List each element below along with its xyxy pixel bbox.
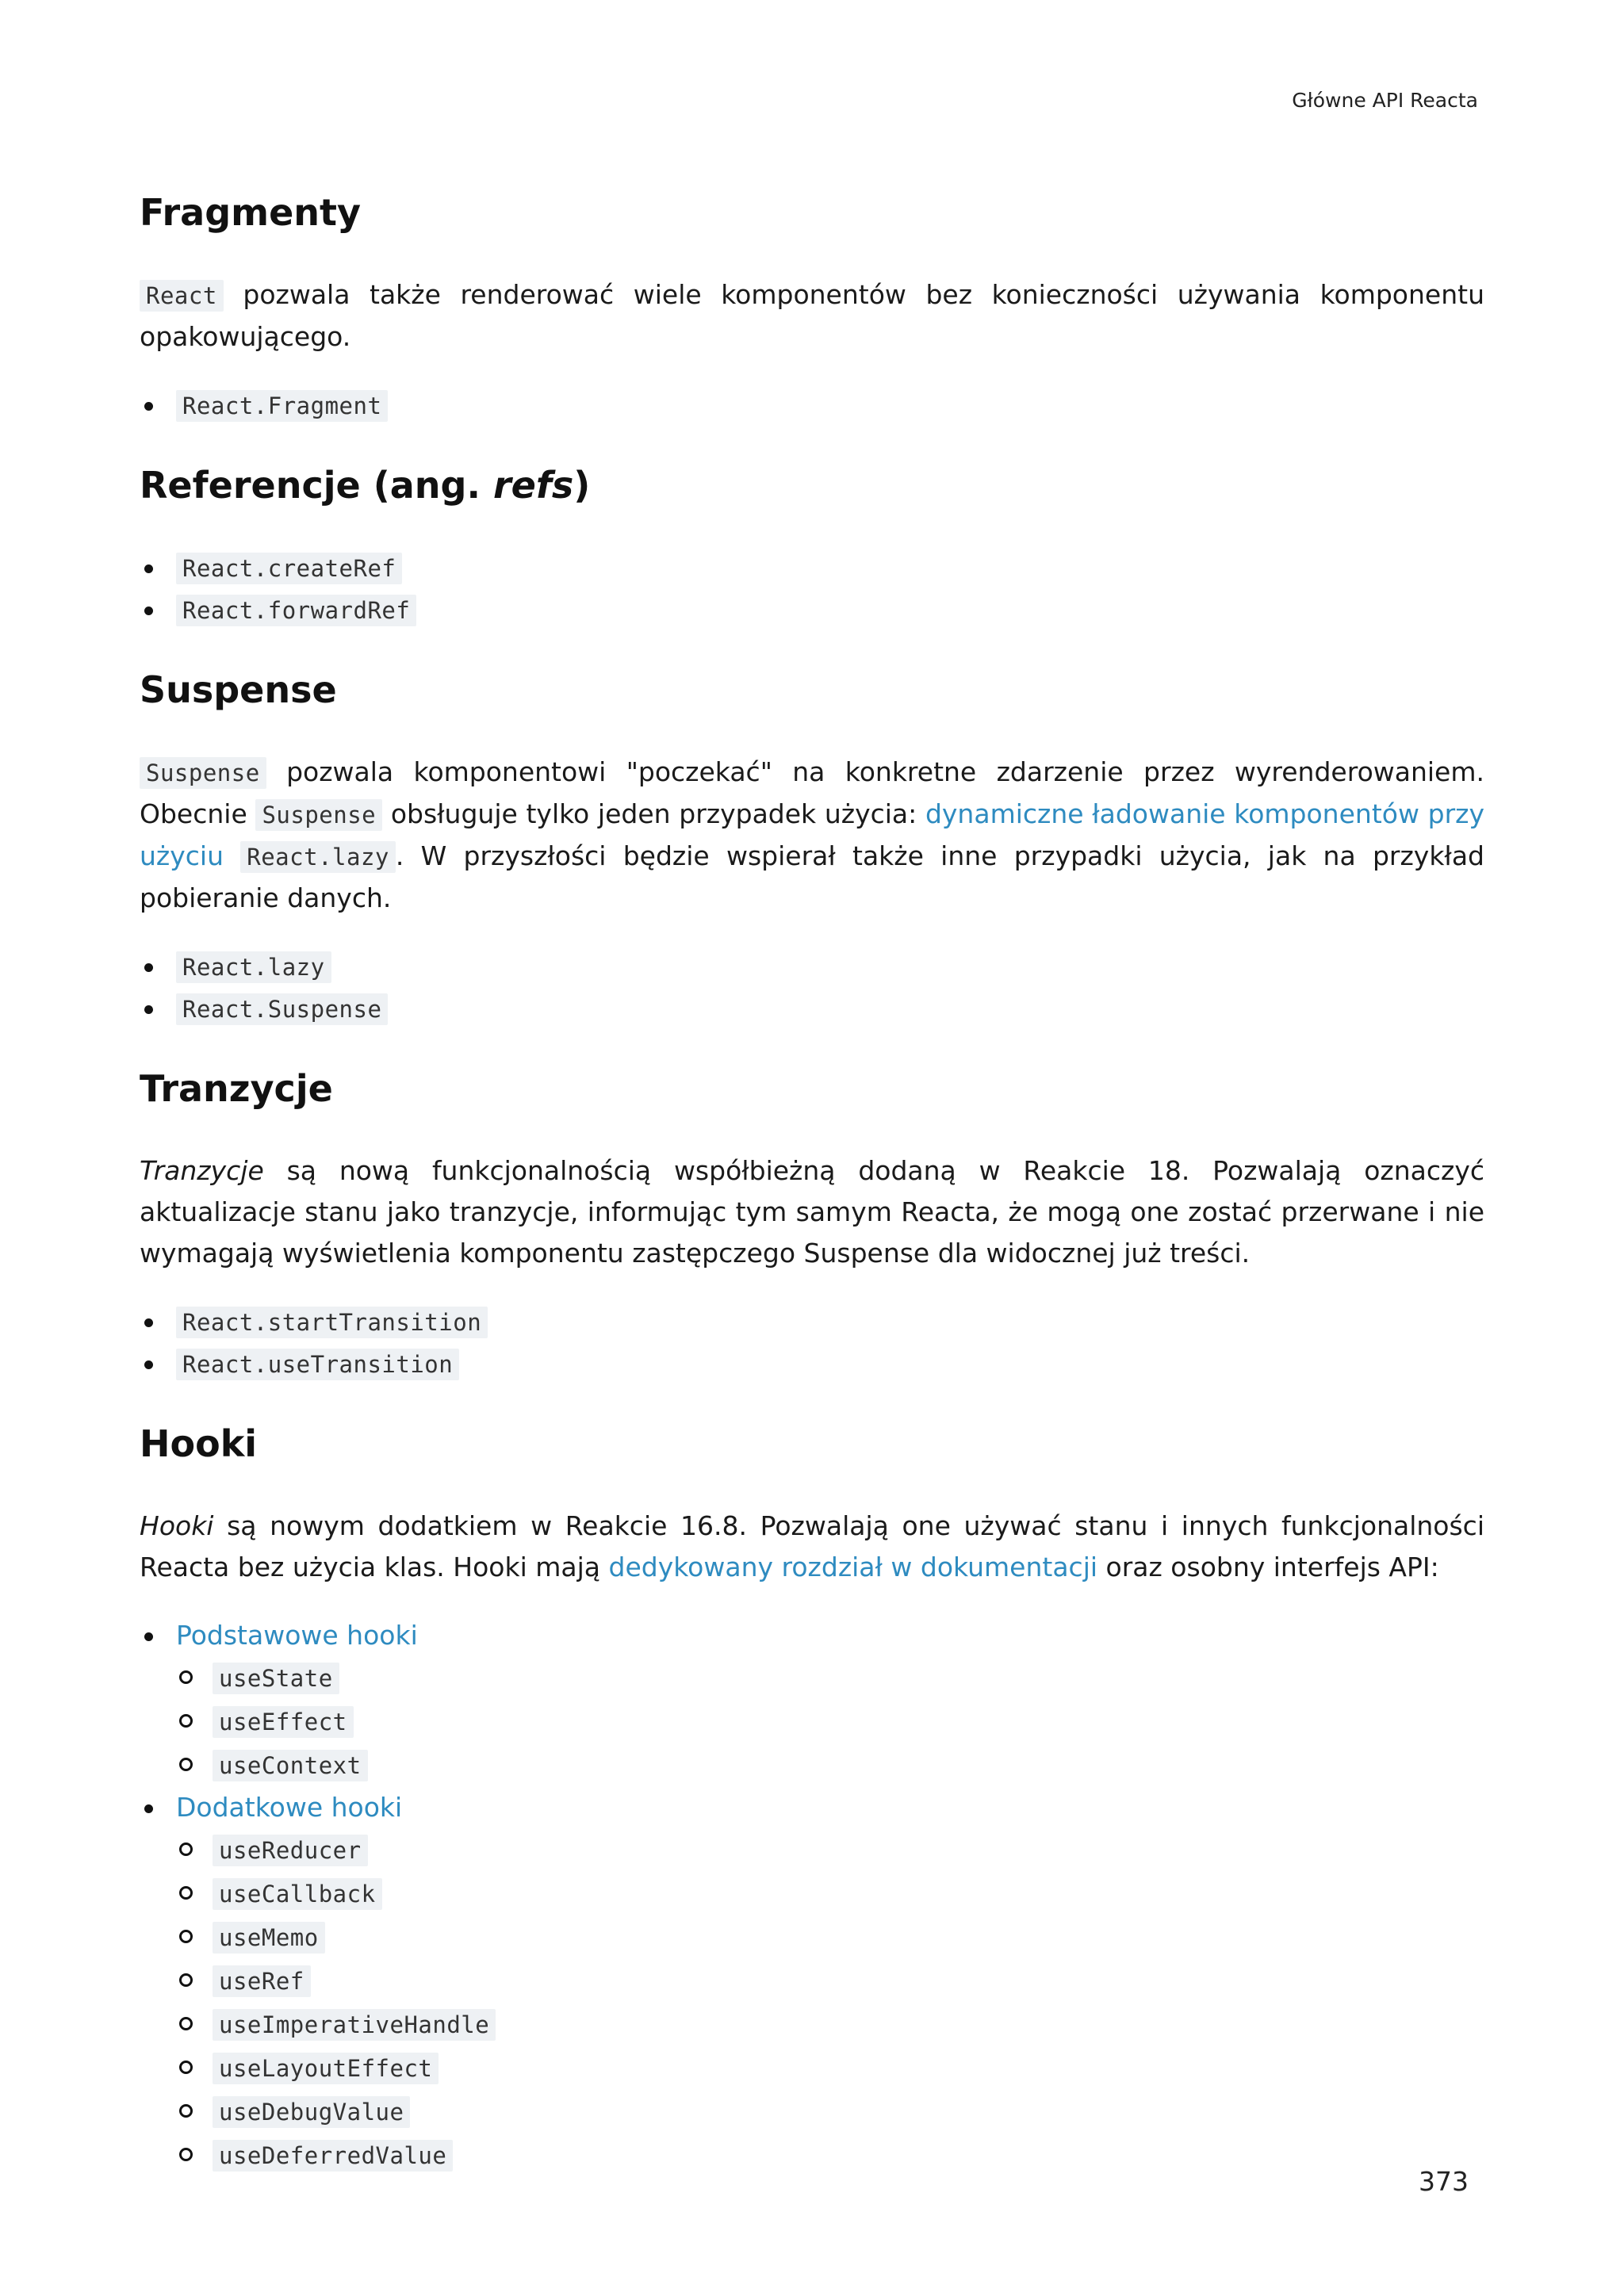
- inline-code: Suspense: [255, 799, 382, 831]
- section-title-hooks: Hooki: [140, 1422, 258, 1465]
- paragraph-text: oraz osobny interfejs API:: [1097, 1552, 1439, 1582]
- list-item: [176, 1915, 1484, 1959]
- paragraph-text: obsługuje tylko jeden przypadek użycia:: [382, 798, 925, 829]
- list-item: [176, 1959, 1484, 2003]
- inline-code: useDebugValue: [213, 2096, 410, 2128]
- page-content: [140, 187, 1484, 2177]
- inline-code: React.Suspense: [176, 993, 388, 1025]
- paragraph-text: są nową funkcjonalnością współbieżną dodaną w Reakcie 18. Pozwalają oznaczyć aktualizacje stanu jako tranzycje, informując tym samym Reacta, że mogą one zostać przerwane i nie wymagają wyświetlenia komponentu zastępczego Suspense dla widocznej już treści.: [140, 1155, 1484, 1269]
- basic-hooks-link[interactable]: Podstawowe hooki: [176, 1620, 418, 1651]
- list-item: [176, 2133, 1484, 2177]
- inline-code: useMemo: [213, 1922, 325, 1954]
- inline-code: React.createRef: [176, 553, 402, 584]
- list-item: [176, 1656, 1484, 1700]
- list-item: [140, 1301, 1484, 1343]
- fragments-list: [140, 385, 1484, 427]
- paragraph-text: . W przyszłości będzie wspierał także inne przypadki użycia, jak na przykład pobieranie danych.: [140, 840, 1484, 913]
- inline-code: React.startTransition: [176, 1307, 488, 1338]
- inline-code: useState: [213, 1663, 339, 1694]
- inline-code: useDeferredValue: [213, 2140, 453, 2172]
- transitions-paragraph: [140, 1150, 1484, 1274]
- list-item: [140, 988, 1484, 1030]
- inline-code: React.useTransition: [176, 1349, 459, 1380]
- inline-code: React.forwardRef: [176, 595, 416, 626]
- inline-code: useRef: [213, 1965, 311, 1997]
- inline-code: Suspense: [140, 757, 266, 789]
- additional-hooks-list: [176, 1828, 1484, 2177]
- list-item: [140, 946, 1484, 988]
- section-title-transitions: Tranzycje: [140, 1067, 333, 1110]
- inline-code: React.lazy: [176, 951, 331, 983]
- list-item-basic-hooks: [140, 1615, 1484, 1787]
- section-title-fragments: Fragmenty: [140, 191, 361, 234]
- paragraph-text: pozwala komponentowi "poczekać" na konkretne zdarzenie przez wyrenderowaniem. Obecnie: [140, 756, 1484, 829]
- list-item: [176, 1743, 1484, 1787]
- inline-code: React.Fragment: [176, 390, 388, 422]
- code-splitting-link[interactable]: dynamiczne ładowanie komponentów przy użyciu: [140, 798, 1484, 871]
- paragraph-text: są nowym dodatkiem w Reakcie 16.8. Pozwalają one używać stanu i innych funkcjonalności Reacta bez użycia klas. Hooki mają: [140, 1510, 1484, 1582]
- inline-code: useImperativeHandle: [213, 2009, 496, 2041]
- running-header: Główne API Reacta: [1292, 89, 1478, 112]
- suspense-paragraph: [140, 752, 1484, 919]
- list-item: [140, 589, 1484, 631]
- title-text: Referencje (ang.: [140, 464, 493, 507]
- list-item: [176, 2046, 1484, 2090]
- inline-code: useCallback: [213, 1878, 382, 1910]
- inline-code: useReducer: [213, 1835, 368, 1866]
- paragraph-italic: Tranzycje: [140, 1155, 264, 1186]
- paragraph-italic: Hooki: [140, 1510, 214, 1541]
- list-item: [176, 1700, 1484, 1743]
- list-item: [140, 385, 1484, 427]
- inline-code: React: [140, 280, 224, 312]
- hooks-paragraph: [140, 1506, 1484, 1588]
- inline-code: useEffect: [213, 1706, 354, 1738]
- title-italic: refs: [492, 464, 574, 507]
- list-item: [176, 2003, 1484, 2046]
- hooks-list: [140, 1615, 1484, 2177]
- list-item: [140, 1343, 1484, 1385]
- title-text: ): [573, 464, 591, 507]
- section-title-refs: [140, 460, 1484, 511]
- list-item-additional-hooks: [140, 1787, 1484, 2177]
- suspense-list: [140, 946, 1484, 1030]
- fragments-paragraph: [140, 274, 1484, 358]
- list-item: [176, 1872, 1484, 1915]
- hooks-docs-link[interactable]: dedykowany rozdział w dokumentacji: [608, 1552, 1098, 1582]
- list-item: [176, 1828, 1484, 1872]
- inline-code: useLayoutEffect: [213, 2053, 439, 2084]
- inline-code: useContext: [213, 1750, 368, 1781]
- inline-code: React.lazy: [240, 841, 396, 873]
- section-title-suspense: Suspense: [140, 668, 337, 711]
- page-number: 373: [1419, 2166, 1469, 2197]
- additional-hooks-link[interactable]: Dodatkowe hooki: [176, 1792, 403, 1823]
- basic-hooks-list: [176, 1656, 1484, 1787]
- transitions-list: [140, 1301, 1484, 1385]
- refs-list: [140, 547, 1484, 631]
- list-item: [140, 547, 1484, 589]
- paragraph-text: pozwala także renderować wiele komponentów bez konieczności używania komponentu opakowującego.: [140, 279, 1484, 352]
- list-item: [176, 2090, 1484, 2133]
